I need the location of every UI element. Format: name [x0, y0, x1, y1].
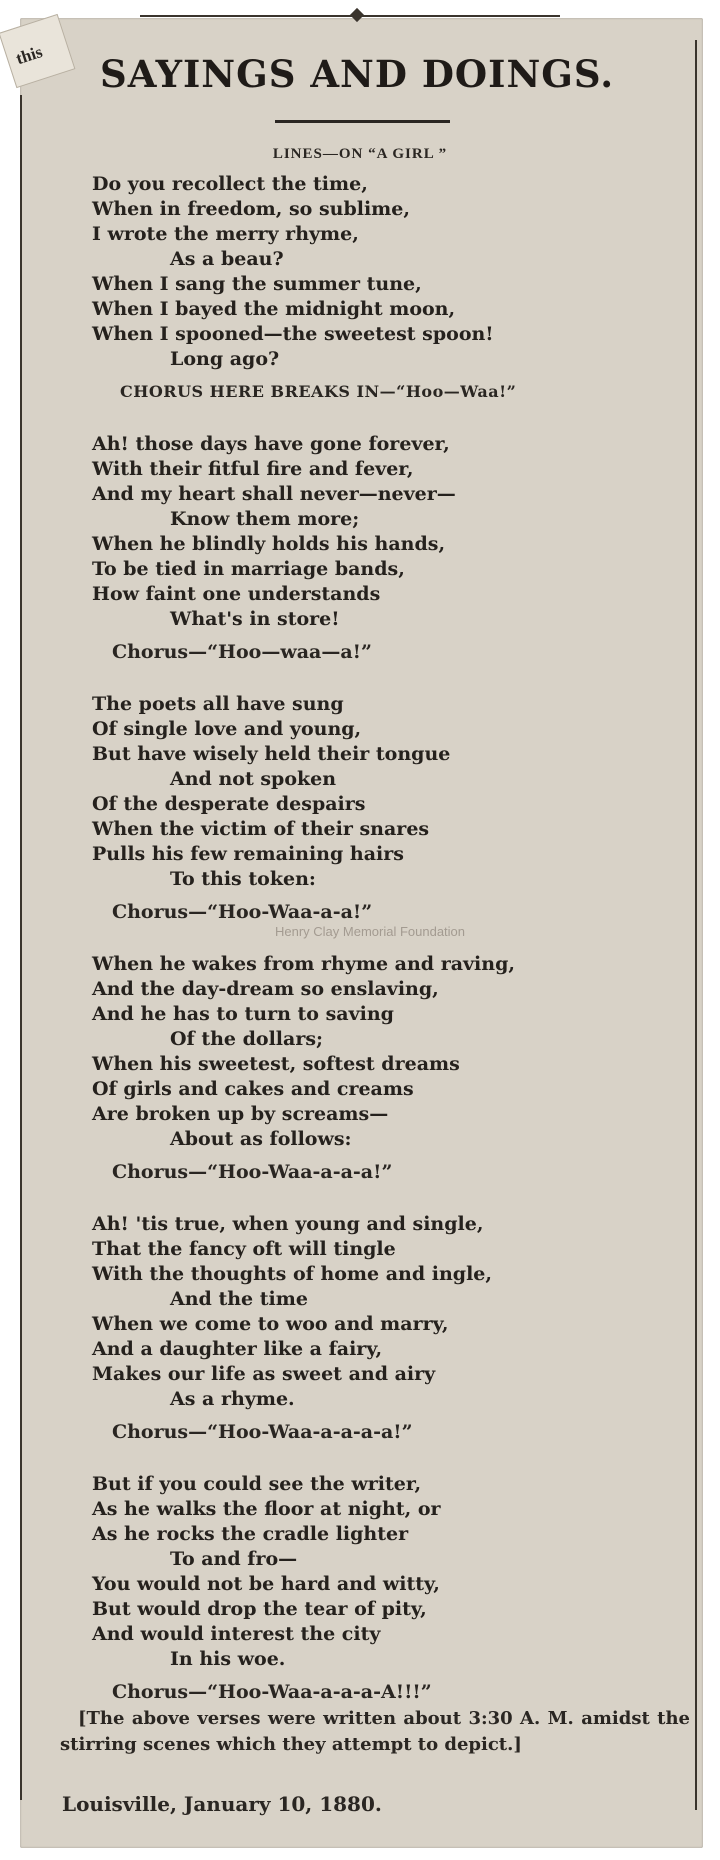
poem-line: Of girls and cakes and creams	[92, 1078, 414, 1100]
poem-line: The poets all have sung	[92, 693, 344, 715]
poem-line: Are broken up by screams—	[92, 1103, 389, 1125]
poem-line: Of single love and young,	[92, 718, 362, 740]
stanza-gap	[92, 680, 682, 692]
headline: SAYINGS AND DOINGS.	[100, 52, 615, 96]
poem-line: When he wakes from rhyme and raving,	[92, 953, 515, 975]
poem-line: And he has to turn to saving	[92, 1003, 394, 1025]
dateline: Louisville, January 10, 1880.	[62, 1792, 382, 1816]
poem	[92, 172, 682, 1732]
poem-line: As he rocks the cradle lighter	[92, 1523, 409, 1545]
poem-line: Of the desperate despairs	[92, 793, 366, 815]
poem-line: But have wisely held their tongue	[92, 743, 451, 765]
poem-line: You would not be hard and witty,	[92, 1573, 440, 1595]
poem-line: Makes our life as sweet and airy	[92, 1363, 436, 1385]
poem-line: As he walks the floor at night, or	[92, 1498, 441, 1520]
poem-line: As a beau?	[170, 248, 284, 270]
poem-line: When his sweetest, softest dreams	[92, 1053, 460, 1075]
poem-line: As a rhyme.	[170, 1388, 295, 1410]
poem-line: And would interest the city	[92, 1623, 381, 1645]
poem-line: Pulls his few remaining hairs	[92, 843, 404, 865]
column-rule-right	[695, 40, 697, 1810]
stanza-gap	[92, 420, 682, 432]
poem-line: When I sang the summer tune,	[92, 273, 422, 295]
chorus-line: Chorus—“Hoo-Waa-a-a-a!”	[112, 1161, 393, 1183]
poem-line: With their fitful fire and fever,	[92, 458, 414, 480]
chorus-line: Chorus—“Hoo-Waa-a-a-a-a!”	[112, 1421, 413, 1443]
poem-line: What's in store!	[170, 608, 340, 630]
poem-line: About as follows:	[170, 1128, 352, 1150]
poem-line: To be tied in marriage bands,	[92, 558, 405, 580]
poem-line: When I spooned—the sweetest spoon!	[92, 323, 494, 345]
poem-line: When the victim of their snares	[92, 818, 430, 840]
poem-subtitle: LINES—ON “A GIRL ”	[272, 146, 448, 162]
poem-line: And not spoken	[170, 768, 337, 790]
stanza-gap	[92, 1460, 682, 1472]
poem-line: That the fancy oft will tingle	[92, 1238, 396, 1260]
poem-line: And my heart shall never—never—	[92, 483, 456, 505]
poem-line: Long ago?	[170, 348, 280, 370]
poem-line: Know them more;	[170, 508, 360, 530]
headline-rule	[275, 120, 450, 123]
stanza-gap	[92, 1200, 682, 1212]
poem-line: I wrote the merry rhyme,	[92, 223, 359, 245]
poem-line: Ah! 'tis true, when young and single,	[92, 1213, 484, 1235]
poem-line: In his woe.	[170, 1648, 286, 1670]
poem-line: But if you could see the writer,	[92, 1473, 422, 1495]
watermark: Henry Clay Memorial Foundation	[274, 924, 466, 939]
poem-line: But would drop the tear of pity,	[92, 1598, 427, 1620]
poem-line: When I bayed the midnight moon,	[92, 298, 456, 320]
tab-label: this	[13, 42, 45, 69]
poem-line: And the time	[170, 1288, 308, 1310]
poem-line: With the thoughts of home and ingle,	[92, 1263, 493, 1285]
stanza-gap	[92, 940, 682, 952]
poem-line: To this token:	[170, 868, 316, 890]
poem-line: To and fro—	[170, 1548, 298, 1570]
editor-note: [The above verses were written about 3:30 A. M. amidst the stirring scenes which they attempt to depict.]	[60, 1708, 690, 1755]
poem-line: When we come to woo and marry,	[92, 1313, 449, 1335]
chorus-line: Chorus—“Hoo-Waa-a-a!”	[112, 901, 373, 923]
poem-line: How faint one understands	[92, 583, 381, 605]
column-rule-left	[20, 95, 22, 1800]
poem-line: When he blindly holds his hands,	[92, 533, 446, 555]
poem-line: When in freedom, so sublime,	[92, 198, 410, 220]
poem-line: Of the dollars;	[170, 1028, 324, 1050]
poem-line: And a daughter like a fairy,	[92, 1338, 383, 1360]
chorus-line: Chorus—“Hoo-Waa-a-a-a-A!!!”	[112, 1681, 432, 1703]
chorus-line: Chorus—“Hoo—waa—a!”	[112, 641, 372, 663]
poem-line: Do you recollect the time,	[92, 173, 368, 195]
poem-line: And the day-dream so enslaving,	[92, 978, 439, 1000]
chorus-line: CHORUS HERE BREAKS IN—“Hoo—Waa!”	[120, 382, 517, 401]
poem-line: Ah! those days have gone forever,	[92, 433, 450, 455]
